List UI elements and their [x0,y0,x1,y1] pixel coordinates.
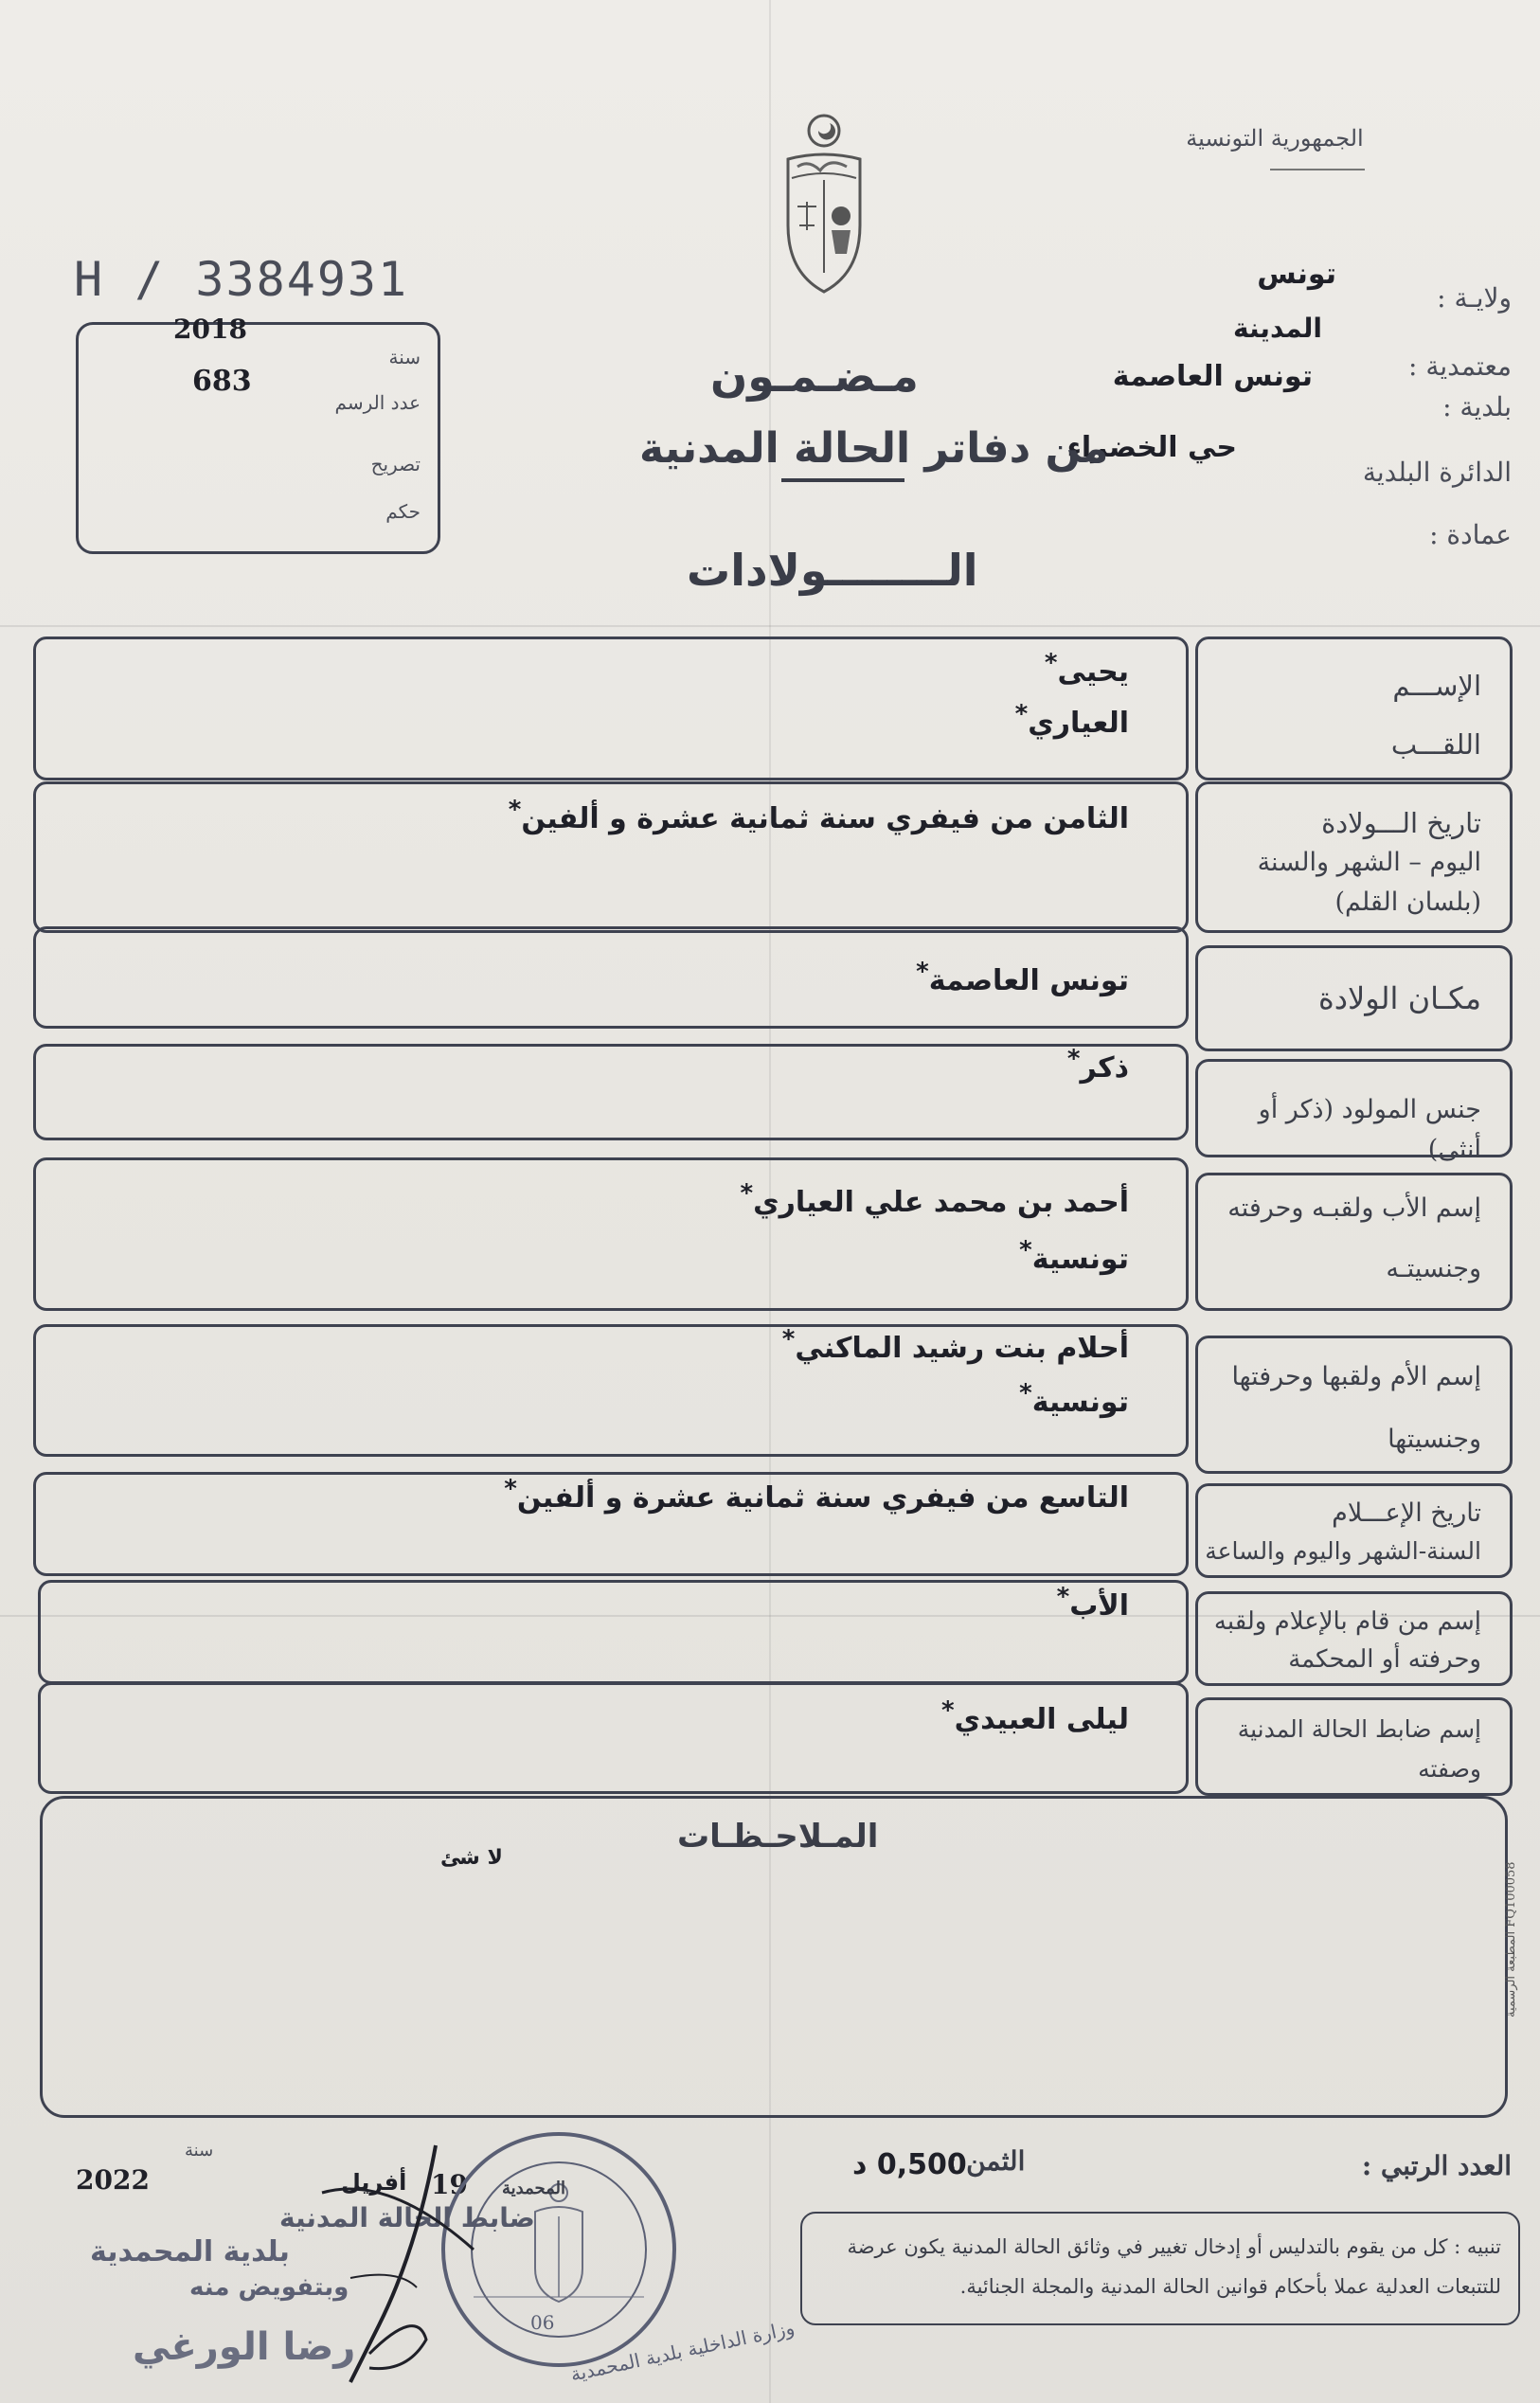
mother-label: إسم الأم ولقبها وحرفتها [1231,1362,1481,1391]
date-month: أفريل [341,2169,407,2196]
officer-stamp-name: رضا الورغي [133,2325,356,2369]
registration-year: 2018 [173,314,247,345]
label-box-birth-date [1195,781,1513,933]
registration-number-label: عدد الرسم [334,391,421,414]
year-value: 2022 [76,2164,150,2196]
printer-mark: المطبعة الرسمية FQ100058 [1504,1861,1518,2017]
price-value: 0,500 د [852,2148,967,2181]
birth-date-label: تاريخ الـــولادة [1321,807,1481,839]
republic-heading: الجمهورية التونسية [1186,125,1364,152]
officer-sublabel: وصفته [1418,1755,1481,1783]
coat-of-arms-icon [777,112,871,301]
value-box-mother [33,1324,1189,1457]
wilaya-value: تونس [1257,258,1336,291]
birth-date-value: الثامن من فيفري سنة ثمانية عشرة و ألفين* [508,796,1129,835]
seal-top-text: المحمدية [502,2179,566,2198]
registration-box [76,314,440,554]
declarant-sublabel: وحرفته أو المحكمة [1288,1645,1481,1674]
father-nationality-label: وجنسيتـه [1386,1254,1481,1283]
baladia-label: بلدية : [1442,391,1512,422]
father-nationality-value: تونسية* [1019,1236,1129,1276]
warning-box [800,2212,1520,2325]
declaration-date-value: التاسع من فيفري سنة ثمانية عشرة و ألفين* [504,1475,1129,1515]
mootamadia-label: معتمدية : [1408,350,1512,382]
value-box-birth-date [33,781,1189,933]
birth-date-note: (بلسان القلم) [1334,888,1481,917]
gender-value: ذكر* [1066,1045,1129,1085]
value-box-name [33,637,1189,780]
registration-number: 683 [192,365,252,398]
birth-date-sublabel: اليوم – الشهر والسنة [1257,848,1481,877]
surname-value: العياري* [1014,700,1129,740]
circuit-value: حي الخضراء [1066,431,1237,464]
label-box-declarant [1195,1591,1513,1686]
city-value: المدينة [1233,313,1322,344]
section-title: الــــــــولادات [687,545,978,596]
label-box-birth-place [1195,945,1513,1051]
first-name-label: الإســـم [1392,670,1481,702]
officer-value: ليلى العبيدي* [941,1696,1129,1736]
officer-stamp-line2: بلدية المحمدية [90,2235,290,2269]
title-sub: من دفاتر الحالة المدنية [639,424,1109,473]
label-box-name [1195,637,1513,780]
divider [1270,169,1365,170]
value-box-birth-place [33,926,1189,1029]
declaration-date-sublabel: السنة-الشهر واليوم والساعة [1205,1537,1481,1565]
seal-number: 06 [530,2311,555,2334]
judgment-label: حكم [385,500,421,523]
father-name-value: أحمد بن محمد علي العياري* [740,1179,1129,1219]
wilaya-label: ولايـة : [1437,282,1512,314]
serial-label: العدد الرتبي : [1361,2150,1512,2181]
first-name-value: يحيى* [1044,649,1129,689]
mootamadia-value: تونس العاصمة [1112,360,1313,393]
label-box-gender [1195,1059,1513,1164]
label-box-declaration-date [1195,1483,1513,1578]
officer-label: إسم ضابط الحالة المدنية [1237,1715,1481,1743]
officer-stamp-line3: وبتفويض منه [189,2273,349,2302]
seal-ring-text: وزارة الداخلية بلدية المحمدية [568,2316,797,2386]
label-box-father [1195,1173,1513,1311]
declaration-label: تصريح [370,453,421,475]
omada-label: عمادة : [1429,519,1512,550]
notes-value: لا شئ [440,1846,503,1870]
title-underline [781,478,904,482]
declarant-value: الأب* [1056,1583,1129,1623]
value-box-officer [38,1682,1189,1794]
gender-label: جنس المولود (ذكر أو أنثى) [1258,1095,1481,1164]
title-main: مـضـمـون [710,350,919,402]
year-label: سنة [185,2141,214,2161]
father-label: إسم الأب ولقبـه وحرفته [1227,1193,1481,1223]
label-box-officer [1195,1697,1513,1796]
circuit-label: الدائرة البلدية [1362,457,1512,488]
value-box-declaration-date [33,1472,1189,1576]
notes-title: المـلاحـظـات [677,1818,879,1856]
handwritten-signature [313,2136,521,2392]
date-day: 19 [431,2169,468,2200]
notes-box [40,1796,1508,2118]
value-box-declarant [38,1580,1189,1684]
officer-stamp-line1: ضابط الحالة المدنية [279,2202,535,2233]
mother-nationality-value: تونسية* [1019,1379,1129,1419]
birth-place-label: مكـان الولادة [1317,980,1481,1016]
declaration-date-label: تاريخ الإعـــلام [1332,1498,1481,1528]
value-box-father [33,1157,1189,1311]
warning-text: تنبيه : كل من يقوم بالتدليس أو إدخال تغيير في وثائق الحالة المدنية يكون عرضة للتتبعات العدلية عملا بأحكام قوانين الحالة المدنية والمجلة الجنائية. [847,2235,1501,2298]
declarant-label: إسم من قام بالإعلام ولقبه [1213,1607,1481,1636]
mother-nationality-label: وجنسيتها [1388,1425,1481,1454]
value-box-gender [33,1044,1189,1140]
price-label: الثمن : [947,2145,1026,2177]
label-box-mother [1195,1336,1513,1474]
mother-name-value: أحلام بنت رشيد الماكني* [781,1325,1129,1365]
serial-number: H / 3384931 [74,252,409,307]
registration-year-label: سنة [388,346,421,368]
surname-label: اللقـــب [1390,728,1481,761]
birth-place-value: تونس العاصمة* [916,958,1129,997]
